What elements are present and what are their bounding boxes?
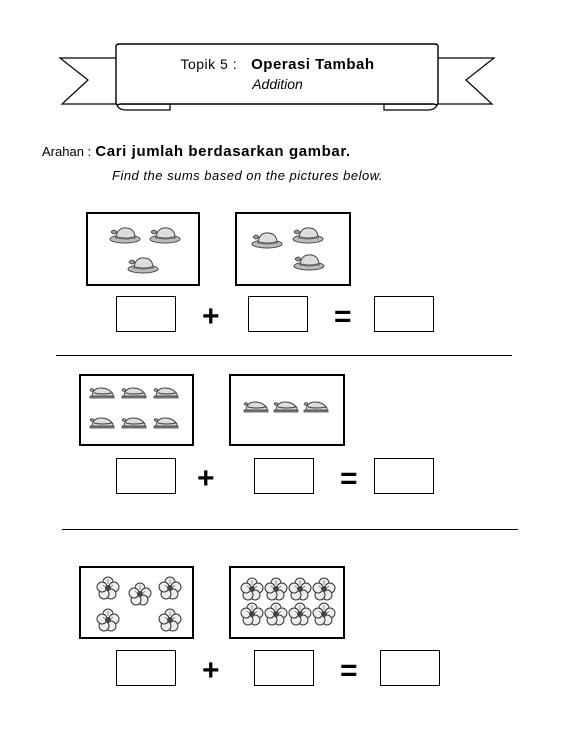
flower-icon	[264, 602, 288, 631]
flower-icon	[158, 608, 182, 637]
instruction-label: Arahan :	[42, 144, 92, 159]
q3-left-answer-box[interactable]	[116, 650, 176, 686]
q2-right-answer-box[interactable]	[254, 458, 314, 494]
topic-subtitle: Addition	[252, 76, 303, 92]
flower-icon	[312, 602, 336, 631]
shoe-icon	[302, 398, 330, 419]
shoe-icon	[152, 414, 180, 435]
flower-icon	[158, 576, 182, 605]
shoe-icon	[120, 414, 148, 435]
q1-left-answer-box[interactable]	[116, 296, 176, 332]
q1-sum-answer-box[interactable]	[374, 296, 434, 332]
flower-icon	[96, 608, 120, 637]
q3-right-answer-box[interactable]	[254, 650, 314, 686]
topic-title: Operasi Tambah	[251, 56, 375, 73]
shoe-icon	[152, 384, 180, 405]
hat-icon	[250, 228, 284, 255]
q2-plus-sign: +	[197, 462, 215, 495]
q3-plus-sign: +	[202, 654, 220, 687]
q1-plus-sign: +	[202, 300, 220, 333]
hat-icon	[292, 250, 326, 277]
instruction-malay	[42, 143, 351, 160]
hat-icon	[148, 223, 182, 250]
topic-heading	[120, 56, 435, 73]
q2-equals-sign: =	[340, 462, 358, 495]
instruction-text: Cari jumlah berdasarkan gambar.	[95, 143, 351, 160]
divider-line	[62, 529, 518, 530]
flower-icon	[288, 602, 312, 631]
q2-sum-answer-box[interactable]	[374, 458, 434, 494]
flower-icon	[96, 576, 120, 605]
hat-icon	[126, 253, 160, 280]
q1-right-answer-box[interactable]	[248, 296, 308, 332]
flower-icon	[240, 602, 264, 631]
q3-sum-answer-box[interactable]	[380, 650, 440, 686]
q2-left-answer-box[interactable]	[116, 458, 176, 494]
q1-equals-sign: =	[334, 300, 352, 333]
q3-equals-sign: =	[340, 654, 358, 687]
hat-icon	[291, 223, 325, 250]
topic-label: Topik 5 :	[180, 56, 238, 72]
divider-line	[56, 355, 512, 356]
shoe-icon	[242, 398, 270, 419]
shoe-icon	[88, 384, 116, 405]
shoe-icon	[272, 398, 300, 419]
flower-icon	[128, 582, 152, 611]
instruction-english: Find the sums based on the pictures below.	[112, 168, 384, 183]
shoe-icon	[88, 414, 116, 435]
shoe-icon	[120, 384, 148, 405]
hat-icon	[108, 223, 142, 250]
